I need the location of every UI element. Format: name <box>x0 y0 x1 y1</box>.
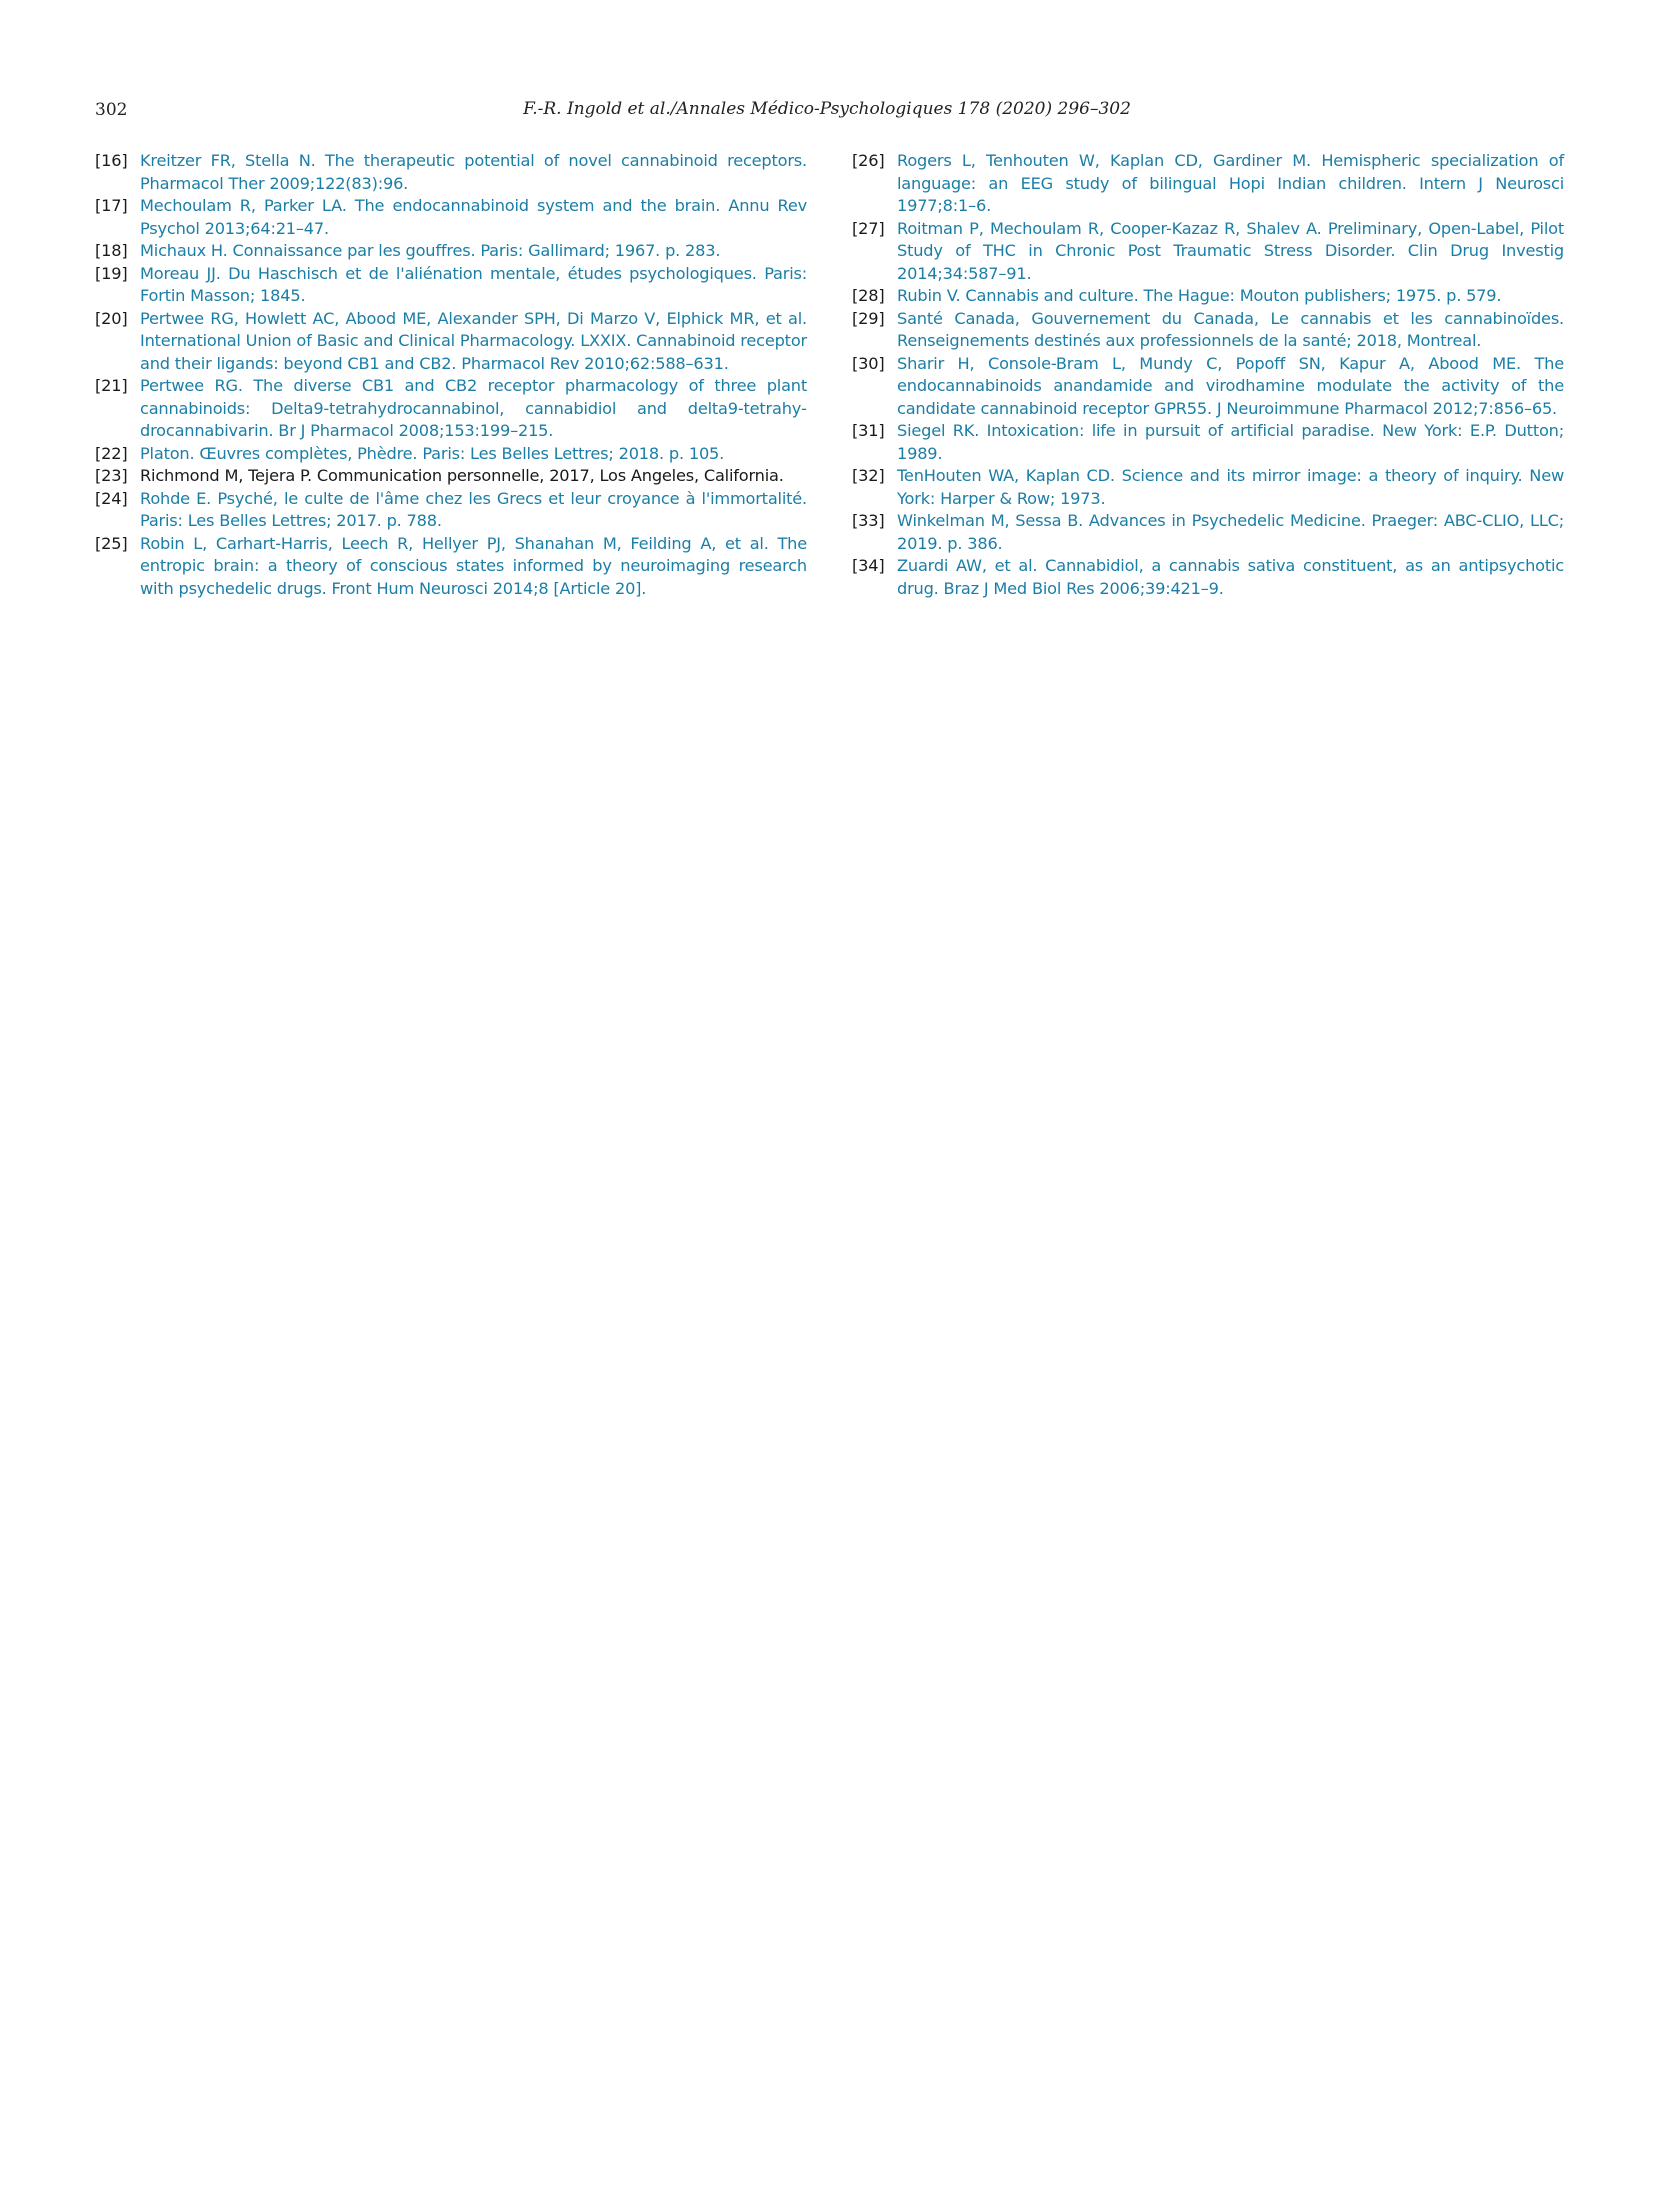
reference-item[interactable] <box>95 195 807 240</box>
reference-item[interactable] <box>95 263 807 308</box>
reference-link[interactable]: Kreitzer FR, Stella N. The therapeutic potential of novel cannabinoid receptors. Pharmacol Ther 2009;122(83):96. <box>140 151 807 193</box>
reference-link[interactable]: Pertwee RG. The diverse CB1 and CB2 receptor pharmacology of three plant cannabinoids: Delta9-tetrahydrocannabinol, cannabidiol and delta9-tetrahydrocannabivarin. Br J Pharmacol 2008;153:199–215. <box>140 376 807 440</box>
reference-link[interactable]: Rubin V. Cannabis and culture. The Hague: Mouton publishers; 1975. p. 579. <box>897 286 1502 305</box>
reference-number: [21] <box>95 376 128 395</box>
reference-text: Richmond M, Tejera P. Communication personnelle, 2017, Los Angeles, California. <box>140 466 784 485</box>
reference-number: [28] <box>852 286 885 305</box>
reference-number: [29] <box>852 308 885 328</box>
reference-item[interactable] <box>95 533 807 601</box>
reference-list-right <box>852 150 1564 600</box>
reference-link[interactable]: Platon. Œuvres complètes, Phèdre. Paris: Les Belles Lettres; 2018. p. 105. <box>140 443 725 463</box>
reference-number: [16] <box>95 151 128 170</box>
reference-item[interactable] <box>852 308 1564 353</box>
reference-item <box>95 465 807 488</box>
reference-number: [24] <box>95 488 128 508</box>
reference-item[interactable] <box>95 240 807 263</box>
reference-item[interactable] <box>95 150 807 195</box>
reference-item[interactable] <box>852 555 1564 600</box>
reference-link[interactable]: Winkelman M, Sessa B. Advances in Psychedelic Medicine. Praeger: ABC-CLIO, LLC; 2019. p. 386. <box>897 511 1564 553</box>
reference-item[interactable] <box>852 218 1564 286</box>
reference-number: [23] <box>95 466 128 485</box>
reference-number: [18] <box>95 241 128 260</box>
reference-item[interactable] <box>95 488 807 533</box>
reference-link[interactable]: TenHouten WA, Kaplan CD. Science and its mirror image: a theory of inquiry. New York: Harper & Row; 1973. <box>897 466 1564 508</box>
reference-link[interactable]: Sharir H, Console-Bram L, Mundy C, Popoff SN, Kapur A, Abood ME. The endocannabinoids anandamide and virodhamine modulate the activity of the candidate cannabinoid receptor GPR55. J Neuroimmune Pharmacol 2012;7:856–65. <box>897 353 1564 418</box>
reference-number: [20] <box>95 308 128 328</box>
reference-number: [30] <box>852 353 885 373</box>
reference-number: [31] <box>852 421 885 440</box>
reference-link[interactable]: Michaux H. Connaissance par les gouffres. Paris: Gallimard; 1967. p. 283. <box>140 241 721 260</box>
reference-item[interactable] <box>852 510 1564 555</box>
reference-item[interactable] <box>95 375 807 443</box>
reference-link[interactable]: Mechoulam R, Parker LA. The endocannabinoid system and the brain. Annu Rev Psychol 2013;64:21–47. <box>140 196 807 238</box>
reference-number: [26] <box>852 151 885 170</box>
reference-number: [19] <box>95 263 128 283</box>
reference-number: [27] <box>852 218 885 238</box>
running-head: F.-R. Ingold et al./Annales Médico-Psychologiques 178 (2020) 296–302 <box>523 99 1131 119</box>
reference-link[interactable]: Rohde E. Psyché, le culte de l'âme chez les Grecs et leur croyance à l'immortalité. Paris: Les Belles Lettres; 2017. p. 788. <box>140 488 807 530</box>
reference-link[interactable]: Zuardi AW, et al. Cannabidiol, a cannabis sativa constituent, as an antipsychotic drug. Braz J Med Biol Res 2006;39:421–9. <box>897 556 1564 598</box>
reference-link[interactable]: Rogers L, Tenhouten W, Kaplan CD, Gardiner M. Hemispheric specialization of language: an EEG study of bilingual Hopi Indian children. Intern J Neurosci 1977;8:1–6. <box>897 151 1564 215</box>
reference-number: [32] <box>852 466 885 485</box>
reference-number: [34] <box>852 556 885 575</box>
page-number: 302 <box>95 100 128 120</box>
reference-link[interactable]: Santé Canada, Gouvernement du Canada, Le cannabis et les cannabinoïdes. Renseignements destinés aux professionnels de la santé; 2018, Montreal. <box>897 308 1564 350</box>
reference-list-left <box>95 150 807 600</box>
reference-link[interactable]: Robin L, Carhart-Harris, Leech R, Hellyer PJ, Shanahan M, Feilding A, et al. The entropic brain: a theory of conscious states informed by neuroimaging research with psychedelic drugs. Front Hum Neurosci 2014;8 [Article 20]. <box>140 533 807 598</box>
reference-item[interactable] <box>852 353 1564 421</box>
reference-item[interactable] <box>852 465 1564 510</box>
reference-item[interactable] <box>852 150 1564 218</box>
reference-number: [22] <box>95 443 128 463</box>
reference-link[interactable]: Moreau JJ. Du Haschisch et de l'aliénation mentale, études psychologiques. Paris: Fortin Masson; 1845. <box>140 263 807 305</box>
reference-number: [33] <box>852 511 885 530</box>
reference-link[interactable]: Roitman P, Mechoulam R, Cooper-Kazaz R, Shalev A. Preliminary, Open-Label, Pilot Study of THC in Chronic Post Traumatic Stress Disorder. Clin Drug Investig 2014;34:587–91. <box>897 218 1564 283</box>
reference-item[interactable] <box>852 420 1564 465</box>
reference-item[interactable] <box>852 285 1564 308</box>
reference-link[interactable]: Siegel RK. Intoxication: life in pursuit of artificial paradise. New York: E.P. Dutton; 1989. <box>897 421 1564 463</box>
reference-number: [17] <box>95 196 128 215</box>
reference-number: [25] <box>95 533 128 553</box>
reference-item[interactable] <box>95 443 807 466</box>
reference-item[interactable] <box>95 308 807 376</box>
reference-link[interactable]: Pertwee RG, Howlett AC, Abood ME, Alexander SPH, Di Marzo V, Elphick MR, et al. International Union of Basic and Clinical Pharmacology. LXXIX. Cannabinoid receptor and their ligands: beyond CB1 and CB2. Pharmacol Rev 2010;62:588–631. <box>140 308 807 373</box>
